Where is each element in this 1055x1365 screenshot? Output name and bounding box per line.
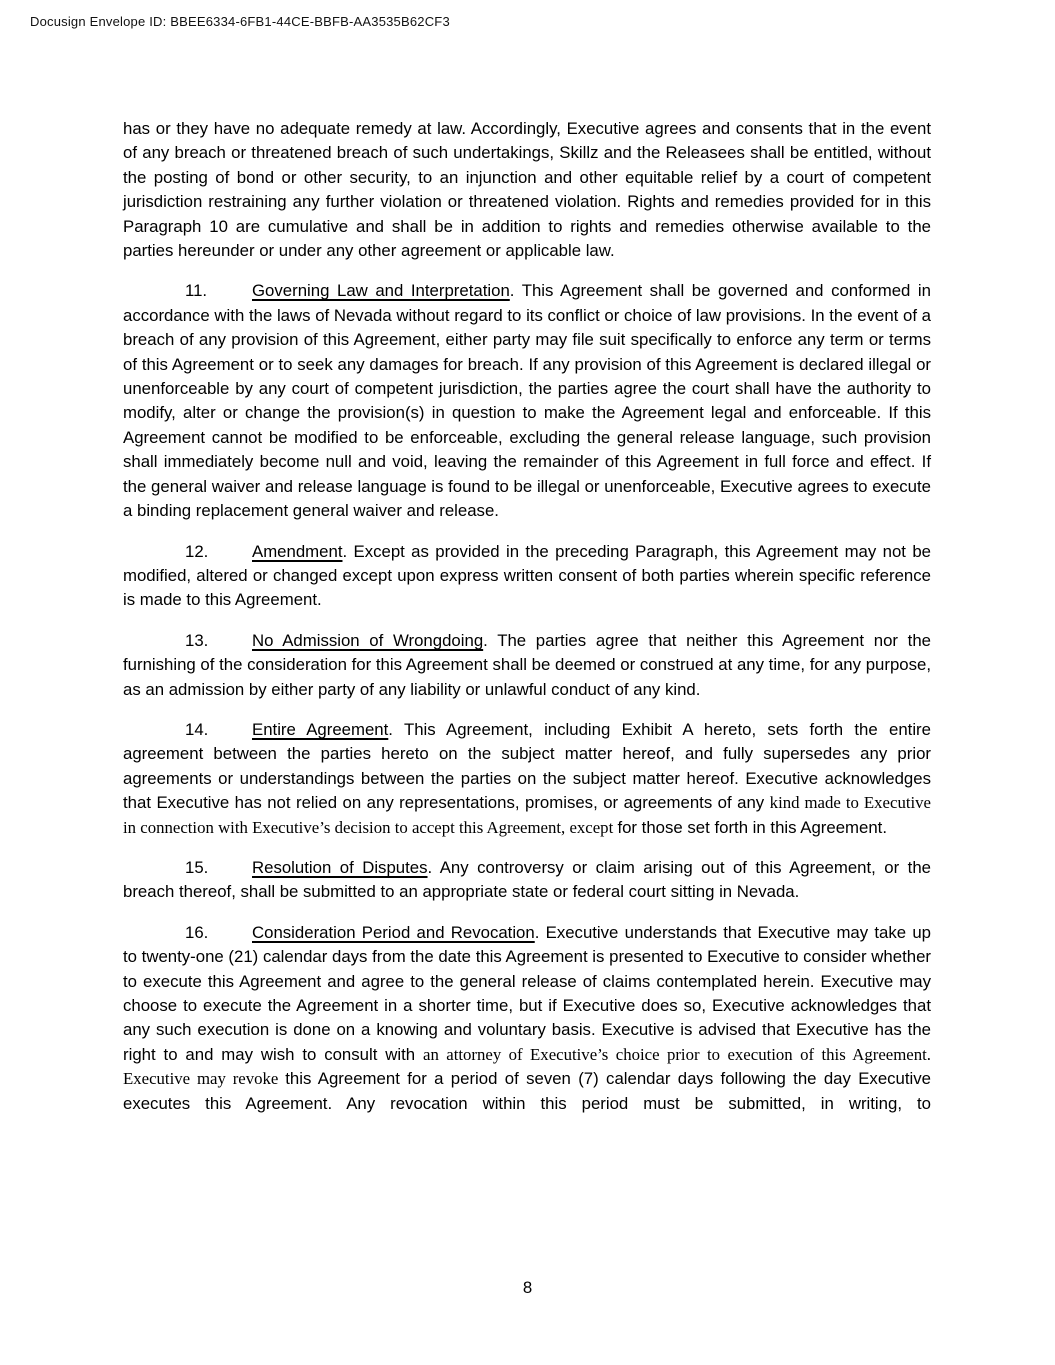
text-run: an attorney of Executive’s choice prior to execution of this Agreement. Executive may revoke [123,1044,931,1089]
paragraph-number: 11. [185,281,208,301]
paragraph [123,856,931,905]
paragraph-number: 15. [185,857,209,877]
text-run: . This Agreement, including Exhibit A hereto, sets forth the entire agreement between the parties hereto on the subject matter hereof, and fully supersedes any prior agreements or understandings between the parties on the subject matter hereof. Executive acknowledges that Executive has not relied on any representations, promises, or agreements of any [123,719,931,813]
paragraph-number: 16. [185,922,209,942]
section-heading: Amendment [252,541,343,561]
paragraph-number: 12. [185,541,209,561]
paragraph-number: 13. [185,630,209,650]
text-run: . Except as provided in the preceding Paragraph, this Agreement may not be modified, altered or changed except upon express written consent of both parties wherein specific reference is made to this Agreement. [123,541,931,610]
paragraph [123,279,931,523]
paragraph [123,629,931,702]
paragraph [123,117,931,263]
document-body [123,117,931,1132]
docusign-envelope-id: Docusign Envelope ID: BBEE6334-6FB1-44CE-BBFB-AA3535B62CF3 [30,14,450,29]
section-heading: No Admission of Wrongdoing [252,630,484,650]
text-run: . The parties agree that neither this Agreement nor the furnishing of the consideration for this Agreement shall be deemed or construed at any time, for any purpose, as an admission by either party of any liability or unlawful conduct of any kind. [123,630,931,699]
paragraph [123,921,931,1116]
section-heading: Resolution of Disputes [252,857,428,877]
paragraph-number: 14. [185,719,209,739]
text-run: . Any controversy or claim arising out of this Agreement, or the breach thereof, shall be submitted to an appropriate state or federal court sitting in Nevada. [123,857,932,902]
section-heading: Consideration Period and Revocation [252,922,535,942]
section-heading: Entire Agreement [252,719,389,739]
text-run: . This Agreement shall be governed and conformed in accordance with the laws of Nevada without regard to its conflict or choice of law provisions. In the event of a breach of any provision of this Agreement, either party may file suit specifically to enforce any term or terms of this Agreement or to seek any damages for breach. If any provision of this Agreement is declared illegal or unenforceable by any court of competent jurisdiction, the parties agree the court shall have the authority to modify, alter or change the provision(s) in question to make the Agreement legal and enforceable. If this Agreement cannot be modified to be enforceable, excluding the general release language, such provision shall immediately become null and void, leaving the remainder of this Agreement in full force and effect. If the general waiver and release language is found to be illegal or unenforceable, Executive agrees to execute a binding replacement general waiver and release. [123,281,931,521]
paragraph [123,718,931,840]
section-heading: Governing Law and Interpretation [252,281,510,301]
text-run: for those set forth in this Agreement. [617,817,888,837]
text-run: . Executive understands that Executive may take up to twenty-one (21) calendar days from the date this Agreement is presented to Executive to consider whether to execute this Agreement and agree to the general release of claims contemplated herein. Executive may choose to execute the Agreement in a shorter time, but if Executive does so, Executive acknowledges that any such execution is done on a knowing and voluntary basis. Executive is advised that Executive has the right to and may wish to consult with [123,922,932,1064]
paragraph [123,540,931,613]
page-number: 8 [522,1278,533,1297]
text-run: has or they have no adequate remedy at law. Accordingly, Executive agrees and consents that in the event of any breach or threatened breach of such undertakings, Skillz and the Releasees shall be entitled, without the posting of bond or other security, to an injunction and other equitable relief by a court of competent jurisdiction restraining any further violation or threatened violation. Rights and remedies provided for in this Paragraph 10 are cumulative and shall be in addition to rights and remedies otherwise available to the parties hereunder or under any other agreement or applicable law. [123,119,931,261]
text-run: this Agreement for a period of seven (7) calendar days following the day Executive executes this Agreement. Any revocation within this period must be submitted, in writing, to [123,1069,931,1113]
text-run: kind made to Executive in connection with Executive’s decision to accept this Agreement, except [123,793,932,837]
